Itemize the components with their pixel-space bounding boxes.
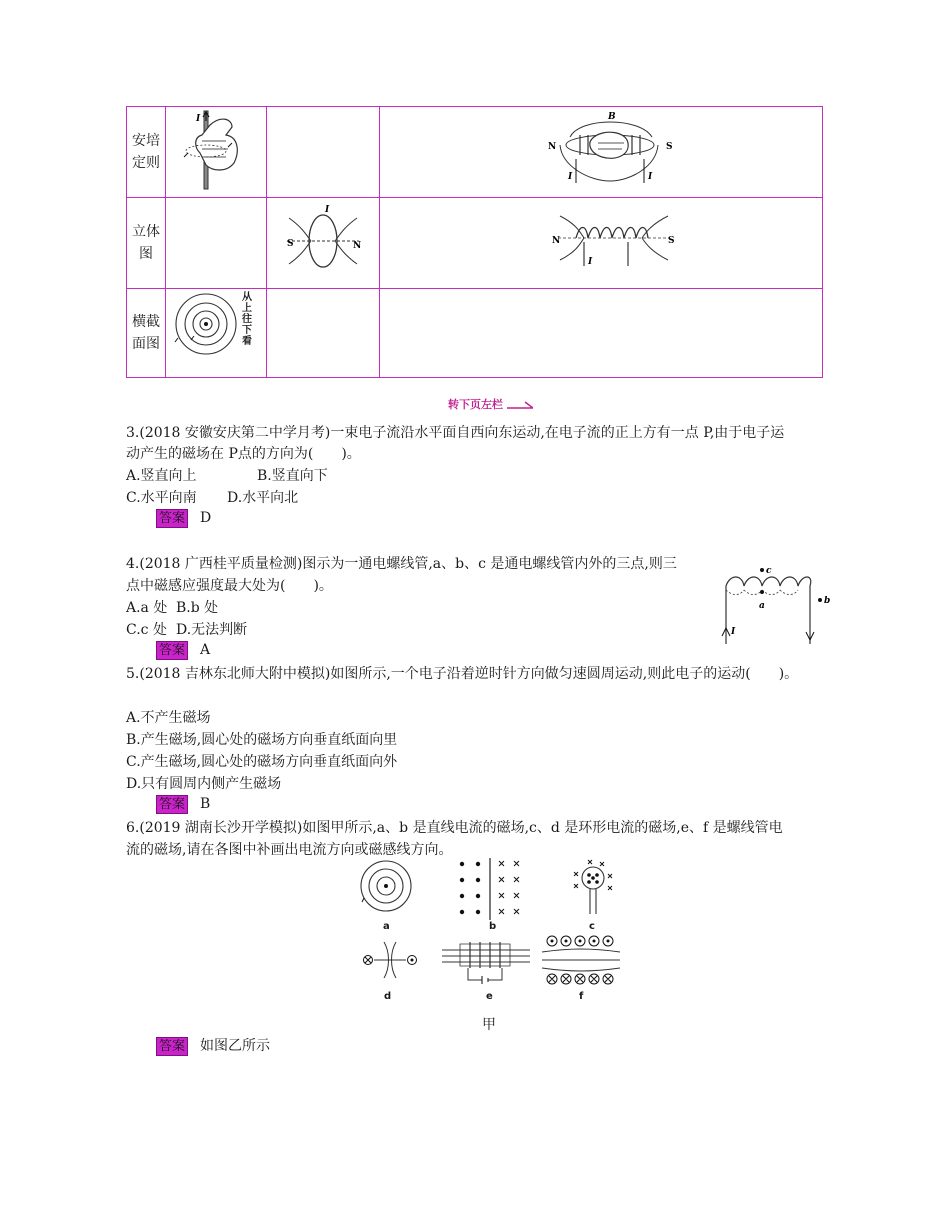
option-b: B.产生磁场,圆心处的磁场方向垂直纸面向里 (126, 732, 398, 748)
empty-cell (166, 198, 267, 289)
figure-c-label: c (589, 921, 595, 932)
continue-marker: 转下页左栏 (448, 396, 533, 412)
figure-d-label: d (384, 991, 392, 1002)
table-row (127, 198, 823, 289)
loop-3d-cell (267, 198, 380, 289)
svg-text:I: I (196, 114, 201, 124)
option-a: A.a 处 (126, 600, 168, 616)
svg-text:N: N (353, 241, 362, 251)
straight-wire-hand-cell (166, 107, 267, 198)
answer-tag: 答案 (156, 641, 188, 660)
svg-text:B: B (608, 112, 616, 122)
empty-cell (267, 107, 380, 198)
svg-text:N: N (548, 142, 557, 152)
svg-text:b: b (824, 596, 831, 606)
question-5-line-1: 5.(2018 吉林东北师大附中模拟)如图所示,一个电子沿着逆时针方向做匀速圆周运动,则此电子的运动( )。 (126, 666, 799, 682)
svg-text:S: S (287, 239, 294, 249)
figure-e-label: e (486, 991, 493, 1002)
figure-caption: 甲 (482, 1017, 496, 1033)
question-4-line-1: 4.(2018 广西桂平质量检测)图示为一通电螺线管,a、b、c 是通电螺线管内外的三点,则三 (126, 556, 677, 572)
solenoid-3d-figure (380, 198, 820, 284)
option-c: C.水平向南 (126, 490, 197, 506)
row-label: 横截 面图 (127, 289, 166, 378)
option-c: C.产生磁场,圆心处的磁场方向垂直纸面向外 (126, 754, 398, 770)
option-b: B.b 处 (176, 600, 219, 616)
row-label: 立体 图 (127, 198, 166, 289)
figure-f (540, 934, 622, 988)
svg-text:S: S (668, 236, 675, 246)
option-a: A.不产生磁场 (126, 710, 211, 726)
ampere-rule-table (126, 106, 823, 378)
figure-c (568, 858, 618, 920)
figure-a (356, 858, 416, 924)
question-3-line-1: 3.(2018 安徽安庆第二中学月考)一束电子流沿水平面自西向东运动,在电子流的正上方有一点 P,由于电子运 (126, 425, 785, 441)
empty-cell (380, 289, 823, 378)
solenoid-abc-figure (714, 562, 834, 648)
svg-text:a: a (759, 601, 765, 611)
option-d: D.水平向北 (227, 490, 299, 506)
table-row (127, 289, 823, 378)
concentric-field-figure (166, 290, 246, 376)
svg-text:N: N (552, 236, 561, 246)
answer-row (156, 1035, 270, 1056)
cross-section-cell (166, 289, 267, 378)
option-a: A.竖直向上 (126, 468, 197, 484)
answer-value: 如图乙所示 (200, 1038, 271, 1054)
figure-f-label: f (579, 991, 584, 1002)
empty-cell (267, 289, 380, 378)
option-b: B.竖直向下 (257, 468, 328, 484)
svg-text:I: I (325, 205, 330, 215)
solenoid-hand-cell (380, 107, 823, 198)
answer-value: B (200, 796, 211, 812)
answer-row (156, 509, 211, 528)
svg-text:S: S (666, 142, 673, 152)
answer-value: A (200, 642, 211, 658)
right-hand-solenoid-figure (380, 107, 820, 193)
view-direction-note: 从上往下看 (242, 292, 252, 347)
answer-value: D (200, 510, 212, 526)
svg-text:I: I (588, 257, 593, 267)
figure-b-label: b (489, 921, 497, 932)
figure-a-label: a (383, 921, 390, 932)
figure-b (452, 858, 528, 920)
table-row (127, 107, 823, 198)
svg-text:I: I (568, 172, 573, 182)
question-6-line-2: 流的磁场,请在各图中补画出电流方向或磁感线方向。 (126, 842, 453, 858)
current-loop-3d-figure (267, 198, 379, 284)
svg-text:I: I (731, 627, 736, 637)
answer-row (156, 641, 210, 660)
option-d: D.无法判断 (176, 622, 248, 638)
row-label: 安培 定则 (127, 107, 166, 198)
svg-text:I: I (648, 172, 653, 182)
question-6-line-1: 6.(2019 湖南长沙开学模拟)如图甲所示,a、b 是直线电流的磁场,c、d 是环形电流的磁场,e、f 是螺线管电 (126, 820, 783, 836)
svg-text:c: c (766, 566, 772, 576)
figure-d (362, 938, 418, 982)
option-c: C.c 处 (126, 622, 167, 638)
question-3-line-2: 动产生的磁场在 P点的方向为( )。 (126, 446, 361, 462)
option-d: D.只有圆周内侧产生磁场 (126, 776, 282, 792)
question-4-line-2: 点中磁感应强度最大处为( )。 (126, 578, 333, 594)
answer-tag: 答案 (156, 1037, 188, 1056)
answer-row (156, 795, 210, 814)
right-hand-wire-figure (166, 107, 266, 193)
arrow-right-icon (507, 400, 533, 410)
figure-e (440, 936, 532, 986)
answer-tag: 答案 (156, 509, 188, 528)
solenoid-3d-cell (380, 198, 823, 289)
answer-tag: 答案 (156, 795, 188, 814)
